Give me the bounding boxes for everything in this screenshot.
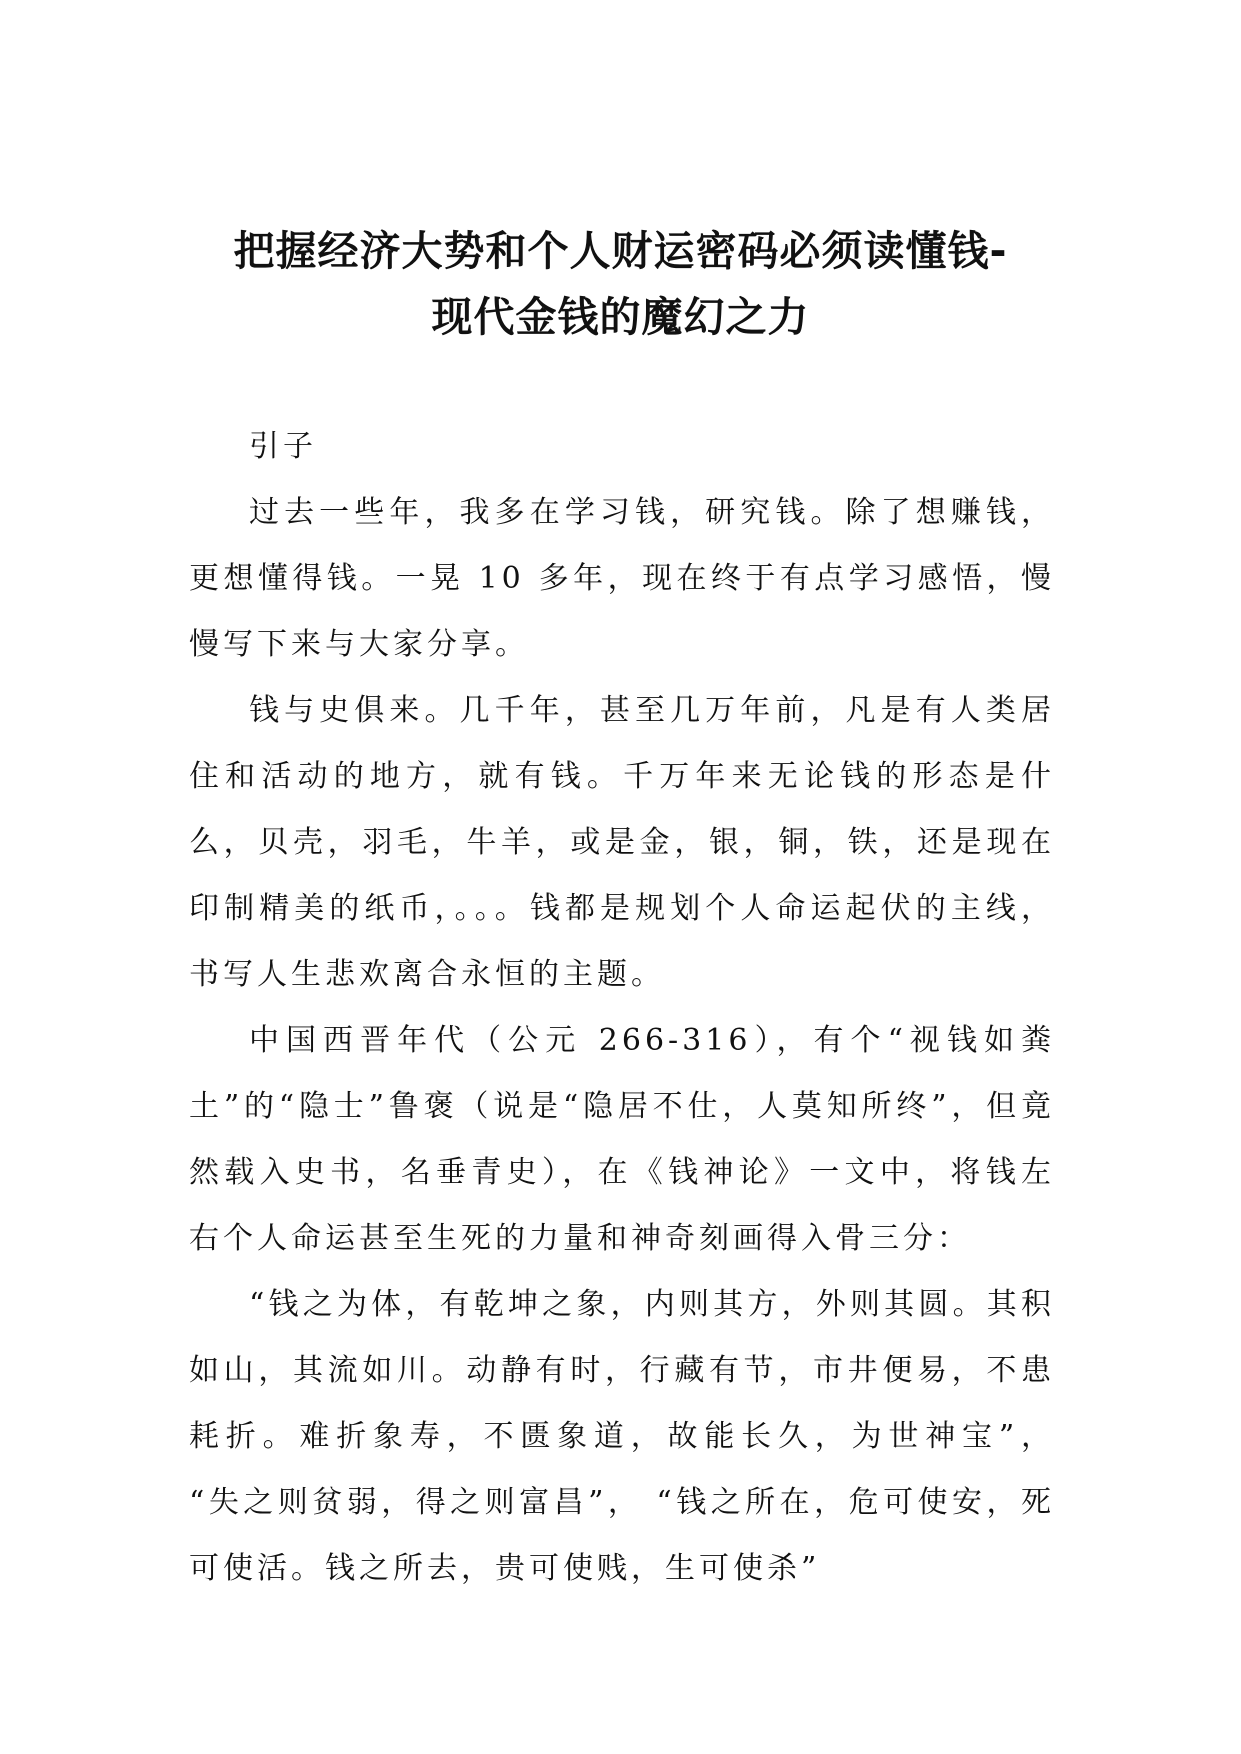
paragraph-1: 过去一些年，我多在学习钱，研究钱。除了想赚钱，更想懂得钱。一晃 10 多年，现在终于有点学习感悟，慢慢写下来与大家分享。	[189, 495, 1055, 662]
paragraph-3: 中国西晋年代（公元 266-316），有个“视钱如粪土”的“隐士”鲁褒（说是“隐居不仕，人莫知所终”，但竟然载入史书，名垂青史），在《钱神论》一文中，将钱左右个人命运甚至生死的力量和神奇刻画得入骨三分：	[189, 1023, 1055, 1256]
document-title	[160, 218, 1081, 350]
section-heading: 引子	[249, 429, 317, 464]
paragraph-2: 钱与史俱来。几千年，甚至几万年前，凡是有人类居住和活动的地方，就有钱。千万年来无论钱的形态是什么，贝壳，羽毛，牛羊，或是金，银，铜，铁，还是现在印制精美的纸币，。。。钱都是规划个人命运起伏的主线，书写人生悲欢离合永恒的主题。	[189, 693, 1055, 992]
title-line-2: 现代金钱的魔幻之力	[431, 293, 810, 341]
document-body	[189, 414, 1055, 1602]
paragraph-4-quote: “钱之为体，有乾坤之象，内则其方，外则其圆。其积如山，其流如川。动静有时，行藏有节，市井便易，不患耗折。难折象寿，不匮象道，故能长久，为世神宝”， “失之则贫弱，得之则富昌”， “钱之所在，危可使安，死可使活。钱之所去，贵可使贱，生可使杀”	[189, 1287, 1055, 1586]
title-line-1: 把握经济大势和个人财运密码必须读懂钱-	[233, 227, 1008, 275]
